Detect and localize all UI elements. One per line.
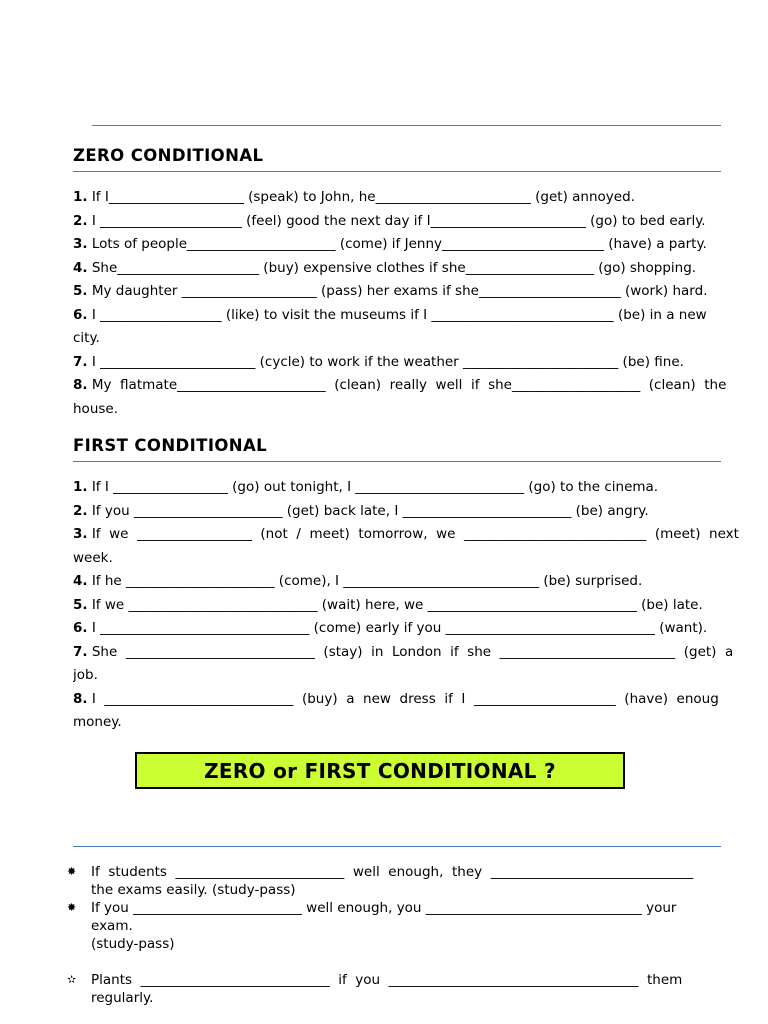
exercise-text: She ____________________________ (stay) in London if she __________________________ (get) a <box>91 643 734 660</box>
exercise-sentence <box>73 500 767 524</box>
bullet-line: the exams easily. (study-pass) <box>91 882 296 898</box>
exercise-number: 1. <box>73 479 88 495</box>
exercise-sentence <box>73 570 767 594</box>
first-exercise-item <box>73 523 767 570</box>
exercise-number: 8. <box>73 690 88 707</box>
bullet-line: If students _________________________ well enough, they ______________________________ <box>91 864 694 880</box>
exercise-text: I _____________________ (feel) good the next day if I_______________________ (go) to bed early. <box>91 212 706 229</box>
exercise-text: If we ____________________________ (wait) here, we _______________________________ (be) late. <box>91 596 703 613</box>
star-bullet-icon: ✫ <box>67 973 77 986</box>
first-heading-underline <box>73 461 721 462</box>
first-exercise-item <box>73 500 767 524</box>
exercise-number: 6. <box>73 306 88 323</box>
exercise-sentence <box>73 233 767 257</box>
zero-exercise-item <box>73 351 767 375</box>
bullet-line: Plants ____________________________ if you _____________________________________ them <box>91 972 683 988</box>
exercise-continuation: job. <box>73 667 98 683</box>
top-divider <box>92 125 721 126</box>
burst-bullet-icon: ✸ <box>67 901 77 914</box>
first-exercise-item <box>73 570 767 594</box>
exercise-number: 8. <box>73 377 88 393</box>
exercise-text: If I _________________ (go) out tonight, I _________________________ (go) to the cinema. <box>91 479 659 495</box>
exercise-number: 2. <box>73 502 88 519</box>
zero-conditional-heading: ZERO CONDITIONAL <box>73 146 264 165</box>
exercise-number: 1. <box>73 189 88 205</box>
first-exercise-item <box>73 641 767 688</box>
zero-exercise-item <box>73 233 767 257</box>
first-exercise-item <box>73 617 767 641</box>
first-conditional-heading: FIRST CONDITIONAL <box>73 436 268 455</box>
zero-heading-underline <box>73 171 721 172</box>
bullet-line: If you _________________________ well enough, you ________________________________ your <box>91 900 677 916</box>
exercise-sentence <box>73 280 767 304</box>
first-exercise-item <box>73 476 767 500</box>
exercise-number: 5. <box>73 283 88 299</box>
exercise-sentence <box>73 476 767 500</box>
exercise-continuation: house. <box>73 400 119 417</box>
exercise-continuation: week. <box>73 549 113 566</box>
exercise-continuation: city. <box>73 330 100 346</box>
exercise-sentence <box>73 594 767 618</box>
exercise-text: If I____________________ (speak) to John, he_______________________ (get) annoyed. <box>91 189 635 205</box>
exercise-text: If he ______________________ (come), I _____________________________ (be) surprised. <box>91 573 643 589</box>
exercise-text: She_____________________ (buy) expensive clothes if she___________________ (go) shopping. <box>91 259 697 276</box>
exercise-sentence <box>73 210 767 234</box>
exercise-text: My daughter ____________________ (pass) her exams if she_____________________ (work) hard. <box>91 283 708 299</box>
exercise-number: 7. <box>73 643 88 660</box>
exercise-number: 4. <box>73 573 88 589</box>
zero-conditional-exercises <box>73 186 767 421</box>
exercise-continuation: money. <box>73 714 122 730</box>
exercise-text: I _______________________________ (come) early if you _______________________________ (want). <box>91 620 708 636</box>
exercise-number: 3. <box>73 236 88 252</box>
bullet-exercise <box>67 971 721 1007</box>
first-exercise-item <box>73 594 767 618</box>
burst-bullet-icon: ✸ <box>67 865 77 878</box>
exercise-sentence <box>73 688 767 712</box>
bullet-line: regularly. <box>91 990 154 1006</box>
zero-exercise-item <box>73 374 767 421</box>
exercise-sentence <box>73 374 767 398</box>
bullet-line: (study-pass) <box>91 936 175 952</box>
exercise-number: 4. <box>73 259 88 276</box>
mixed-conditional-exercises <box>67 863 721 1007</box>
exercise-sentence <box>73 304 767 328</box>
exercise-text: I _______________________ (cycle) to work if the weather _______________________ (be) fine. <box>91 353 684 370</box>
exercise-number: 2. <box>73 212 88 229</box>
exercise-text: Lots of people______________________ (come) if Jenny________________________ (have) a party. <box>91 236 707 252</box>
exercise-sentence <box>73 351 767 375</box>
mixed-conditional-banner: ZERO or FIRST CONDITIONAL ? <box>135 752 625 789</box>
exercise-sentence <box>73 523 767 547</box>
bullet-exercise <box>67 863 721 899</box>
zero-exercise-item <box>73 210 767 234</box>
first-exercise-item <box>73 688 767 735</box>
exercise-number: 3. <box>73 526 88 542</box>
zero-exercise-item <box>73 186 767 210</box>
exercise-sentence <box>73 257 767 281</box>
exercise-number: 7. <box>73 353 88 370</box>
exercise-text: My flatmate______________________ (clean) really well if she___________________ (clean) the <box>91 377 727 393</box>
zero-exercise-item <box>73 257 767 281</box>
exercise-text: I ____________________________ (buy) a new dress if I _____________________ (have) enoug <box>91 690 719 707</box>
exercise-sentence <box>73 641 767 665</box>
bullet-exercise <box>67 899 721 953</box>
zero-exercise-item <box>73 280 767 304</box>
first-conditional-exercises <box>73 476 767 735</box>
exercise-number: 5. <box>73 596 88 613</box>
exercise-text: If you ______________________ (get) back late, I _________________________ (be) angry. <box>91 502 649 519</box>
zero-exercise-item <box>73 304 767 351</box>
section-divider <box>73 846 721 847</box>
exercise-number: 6. <box>73 620 88 636</box>
exercise-sentence <box>73 617 767 641</box>
bullet-line: exam. <box>91 918 133 934</box>
exercise-text: I __________________ (like) to visit the museums if I ___________________________ (be) in a new <box>91 306 707 323</box>
exercise-sentence <box>73 186 767 210</box>
exercise-text: If we _________________ (not / meet) tomorrow, we ___________________________ (meet) next <box>91 526 739 542</box>
